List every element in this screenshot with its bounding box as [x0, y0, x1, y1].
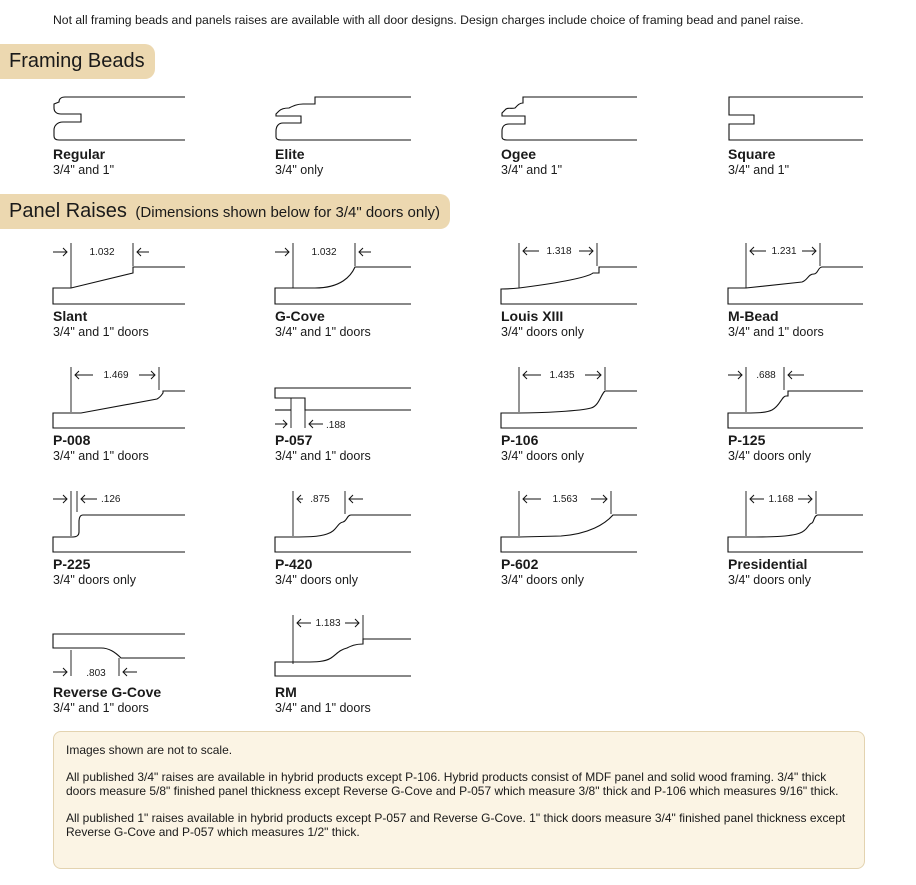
bead-name: Square	[728, 146, 776, 162]
raise-spec: 3/4" doors only	[728, 449, 811, 463]
reverse-g-cove-raise-profile-icon	[53, 610, 253, 690]
note-scale: Images shown are not to scale.	[66, 743, 233, 757]
raise-name: M-Bead	[728, 308, 779, 324]
raise-spec: 3/4" doors only	[501, 449, 584, 463]
p-602-raise-profile-icon	[501, 486, 701, 556]
raise-p-125	[728, 362, 916, 472]
raise-name: Reverse G-Cove	[53, 684, 162, 700]
bead-name: Regular	[53, 146, 106, 162]
dim-label: .126	[101, 494, 121, 505]
m-bead-raise-profile-icon	[728, 238, 916, 308]
raise-name: Louis XIII	[501, 308, 564, 324]
dim-label: 1.318	[546, 246, 572, 257]
raise-name: P-602	[501, 556, 539, 572]
bead-name: Ogee	[501, 146, 537, 162]
dim-label: .875	[310, 494, 330, 505]
dim-label: 1.435	[549, 370, 575, 381]
p-106-raise-profile-icon	[501, 362, 701, 432]
raise-presidential	[728, 486, 916, 596]
dim-label: 1.032	[89, 247, 115, 258]
raise-spec: 3/4" and 1" doors	[275, 325, 371, 339]
framing-beads-title-text: Framing Beads	[9, 50, 145, 72]
bead-spec: 3/4" only	[275, 163, 324, 177]
dim-label: .688	[756, 370, 776, 381]
bead-spec: 3/4" and 1"	[53, 163, 115, 177]
raise-slant	[53, 238, 253, 348]
dim-label: .803	[86, 668, 106, 679]
raise-louis-xiii	[501, 238, 701, 348]
dim-label: 1.032	[311, 247, 337, 258]
slant-raise-profile-icon	[53, 238, 253, 308]
raise-g-cove	[275, 238, 475, 348]
dim-label: .188	[326, 420, 346, 431]
raise-m-bead	[728, 238, 916, 348]
raise-p-602	[501, 486, 701, 596]
p-008-raise-profile-icon	[53, 362, 253, 432]
raise-spec: 3/4" and 1" doors	[275, 701, 371, 715]
panel-raises-title	[0, 194, 450, 229]
raise-name: P-008	[53, 432, 91, 448]
raise-name: RM	[275, 684, 297, 700]
bead-spec: 3/4" and 1"	[501, 163, 563, 177]
regular-bead-profile-icon	[53, 96, 253, 146]
raise-name: Slant	[53, 308, 88, 324]
dim-label: 1.231	[771, 246, 797, 257]
raise-spec: 3/4" and 1" doors	[728, 325, 824, 339]
raise-spec: 3/4" doors only	[501, 573, 584, 587]
intro-text: Not all framing beads and panels raises are available with all door designs. Design charges include choice of framing bead and panel raise.	[53, 13, 804, 27]
raise-p-008	[53, 362, 253, 472]
ogee-bead-profile-icon	[501, 96, 701, 146]
bead-name: Elite	[275, 146, 305, 162]
bead-regular	[53, 96, 253, 206]
raise-name: P-420	[275, 556, 313, 572]
bead-elite	[275, 96, 475, 206]
raise-name: P-106	[501, 432, 539, 448]
elite-bead-profile-icon	[275, 96, 475, 146]
raise-p-420	[275, 486, 475, 596]
raise-spec: 3/4" doors only	[275, 573, 358, 587]
raise-name: P-057	[275, 432, 313, 448]
dim-label: 1.563	[552, 494, 578, 505]
raise-spec: 3/4" and 1" doors	[53, 325, 149, 339]
raise-name: Presidential	[728, 556, 808, 572]
raise-p-057	[275, 362, 475, 472]
raise-spec: 3/4" doors only	[728, 573, 811, 587]
note-three-quarter: All published 3/4" raises are available in hybrid products except P-106. Hybrid products consist of MDF panel and solid wood framing. 3/4" thick doors measure 5/8" finished panel thickness except Reverse G-Cove and P-057 which measure 3/8" thick and P-106 which measures 9/16" thick.	[66, 770, 839, 798]
raise-spec: 3/4" and 1" doors	[275, 449, 371, 463]
raise-name: G-Cove	[275, 308, 325, 324]
raise-reverse-g-cove	[53, 610, 253, 720]
raise-name: P-225	[53, 556, 91, 572]
raise-rm	[275, 610, 475, 720]
raise-spec: 3/4" and 1" doors	[53, 701, 149, 715]
raise-p-225	[53, 486, 253, 596]
dim-label: 1.168	[768, 494, 794, 505]
p-125-raise-profile-icon	[728, 362, 916, 432]
raise-spec: 3/4" doors only	[501, 325, 584, 339]
g-cove-raise-profile-icon	[275, 238, 475, 308]
rm-raise-profile-icon	[275, 610, 475, 690]
p-057-raise-profile-icon	[275, 362, 475, 432]
panel-raises-title-text: Panel Raises	[9, 200, 127, 222]
notes-box	[53, 731, 865, 869]
raise-p-106	[501, 362, 701, 472]
raise-name: P-125	[728, 432, 766, 448]
louis-xiii-raise-profile-icon	[501, 238, 701, 308]
bead-square	[728, 96, 916, 206]
raise-spec: 3/4" doors only	[53, 573, 136, 587]
bead-ogee	[501, 96, 701, 206]
framing-beads-title	[0, 44, 155, 79]
p-420-raise-profile-icon	[275, 486, 475, 556]
square-bead-profile-icon	[728, 96, 916, 146]
panel-raises-subtitle: (Dimensions shown below for 3/4" doors only)	[135, 204, 441, 221]
dim-label: 1.183	[315, 618, 341, 629]
raise-spec: 3/4" and 1" doors	[53, 449, 149, 463]
p-225-raise-profile-icon	[53, 486, 253, 556]
dim-label: 1.469	[103, 370, 129, 381]
bead-spec: 3/4" and 1"	[728, 163, 790, 177]
presidential-raise-profile-icon	[728, 486, 916, 556]
note-one-inch: All published 1" raises available in hybrid products except P-057 and Reverse G-Cove. 1" thick doors measure 3/4" finished panel thickness except Reverse G-Cove and P-057 which measures 1/2" thick.	[66, 811, 846, 839]
